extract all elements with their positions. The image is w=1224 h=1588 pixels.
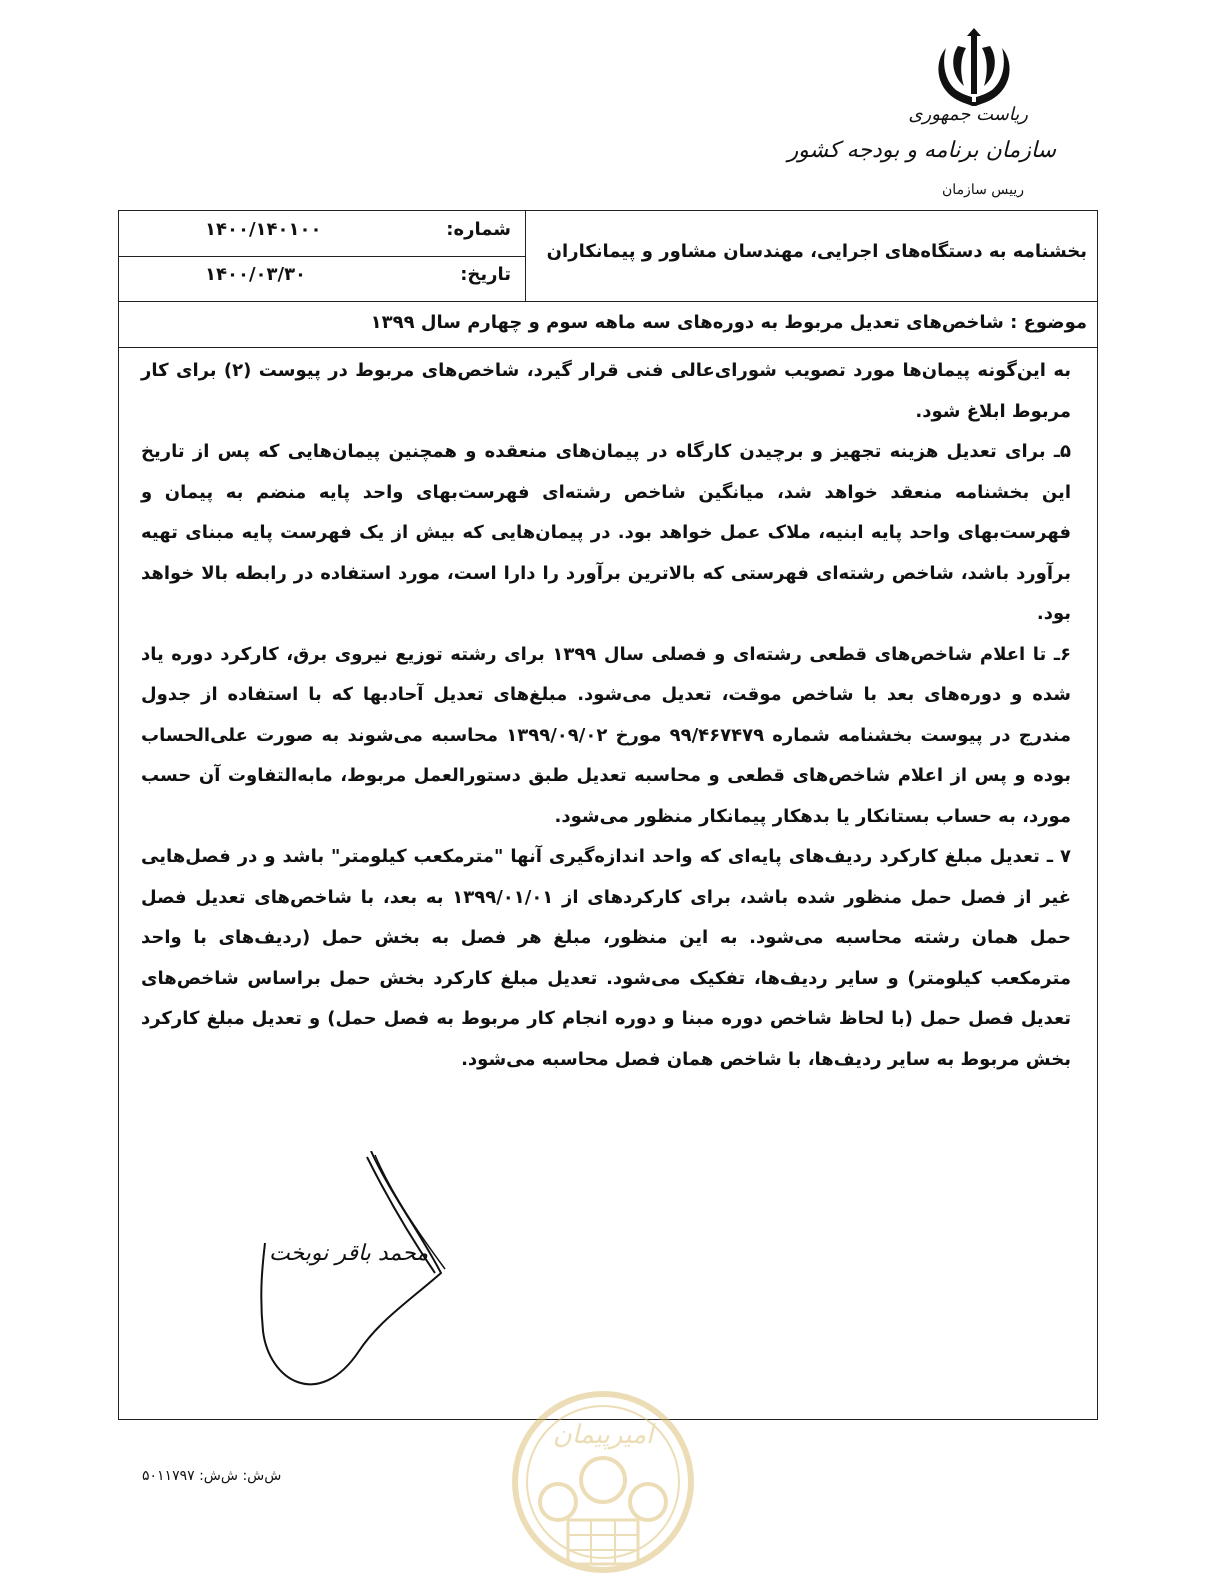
handwritten-signature-icon bbox=[259, 1151, 459, 1401]
letter-meta-table bbox=[119, 211, 1097, 302]
date-row bbox=[119, 256, 525, 301]
signatory-name: محمد باقر نوبخت bbox=[269, 1241, 429, 1266]
number-label: شماره: bbox=[446, 219, 511, 240]
paragraph-continuation: به این‌گونه پیمان‌ها مورد تصویب شورای‌عالی فنی قرار گیرد، شاخص‌های مربوط در پیوست (۲) برای کار مربوط ابلاغ شود. bbox=[141, 360, 1071, 422]
watermark-seal-icon bbox=[508, 1380, 698, 1584]
date-label: تاریخ: bbox=[460, 264, 511, 285]
paragraph-item-7: ۷ ـ تعدیل مبلغ کارکرد ردیف‌های پایه‌ای که واحد اندازه‌گیری آنها "مترمکعب کیلومتر" باشد و در فصل‌هایی غیر از فصل حمل منظور شده باشد، برای کارکردهای از ۱۳۹۹/۰۱/۰۱ به بعد، با شاخص‌های تعدیل فصل حمل همان رشته محاسبه می‌شود. به این منظور، مبلغ هر فصل به بخش حمل (ردیف‌های با واحد مترمکعب کیلومتر) و سایر ردیف‌ها، تفکیک می‌شود. تعدیل مبلغ کارکرد بخش حمل براساس شاخص‌های تعدیل فصل حمل (با لحاظ شاخص دوره مبنا و دوره انجام کار مربوط به فصل حمل) و تعدیل مبلغ کارکرد بخش مربوط به سایر ردیف‌ها، با شاخص همان فصل محاسبه می‌شود. bbox=[141, 846, 1071, 1070]
paragraph-item-5: ۵ـ برای تعدیل هزینه تجهیز و برچیدن کارگاه در پیمان‌های منعقده و همچنین پیمان‌هایی که پس از تاریخ این بخشنامه منعقد خواهد شد، میانگین شاخص رشته‌ای فهرست‌بهای واحد پایه منضم به پیمان و فهرست‌بهای واحد پایه ابنیه، ملاک عمل خواهد بود. در پیمان‌هایی که بیش از یک فهرست پایه مبنای تهیه برآورد باشد، شاخص رشته‌ای فهرستی که بالاترین برآورد را دارا است، مورد استفاده در رابطه بالا خواهد بود. bbox=[141, 441, 1071, 624]
organization-name: سازمان برنامه و بودجه کشور bbox=[787, 138, 1056, 163]
subject-row bbox=[119, 301, 1097, 348]
letterhead bbox=[787, 28, 1070, 206]
watermark-logo bbox=[508, 1380, 698, 1584]
number-value: ۱۴۰۰/۱۴۰۱۰۰ bbox=[205, 219, 322, 240]
head-of-organization: رییس سازمان bbox=[942, 182, 1024, 198]
number-date-box bbox=[119, 211, 526, 301]
signature-block bbox=[259, 1151, 459, 1401]
subject-text: موضوع : شاخص‌های تعدیل مربوط به دوره‌های سه ماهه سوم و چهارم سال ۱۳۹۹ bbox=[370, 312, 1087, 333]
iran-emblem-icon bbox=[932, 28, 1016, 108]
document-code: ش‌ش: ش‌ش: ۵۰۱۱۷۹۷ bbox=[142, 1468, 282, 1484]
paragraph-item-6: ۶ـ تا اعلام شاخص‌های قطعی رشته‌ای و فصلی سال ۱۳۹۹ برای رشته توزیع نیروی برق، کارکرد دوره یاد شده و دوره‌های بعد با شاخص موقت، تعدیل می‌شود. مبلغ‌های تعدیل آحادبها که با استفاده از جدول مندرج در پیوست بخشنامه شماره ۹۹/۴۶۷۴۷۹ مورخ ۱۳۹۹/۰۹/۰۲ محاسبه می‌شوند به صورت علی‌الحساب بوده و پس از اعلام شاخص‌های قطعی و محاسبه تعدیل طبق دستورالعمل مربوط، مابه‌التفاوت آن حسب مورد، به حساب بستانکار یا بدهکار پیمانکار منظور می‌شود. bbox=[141, 643, 1071, 827]
letter-body bbox=[141, 351, 1071, 1080]
number-row bbox=[119, 211, 525, 257]
watermark-text: امیرپیمان bbox=[552, 1420, 654, 1450]
recipients-line: بخشنامه به دستگاه‌های اجرایی، مهندسان مشاور و پیمانکاران bbox=[546, 241, 1087, 262]
date-value: ۱۴۰۰/۰۳/۳۰ bbox=[205, 264, 307, 285]
presidency-title: ریاست جمهوری bbox=[908, 104, 1028, 125]
letter-frame bbox=[118, 210, 1098, 1420]
